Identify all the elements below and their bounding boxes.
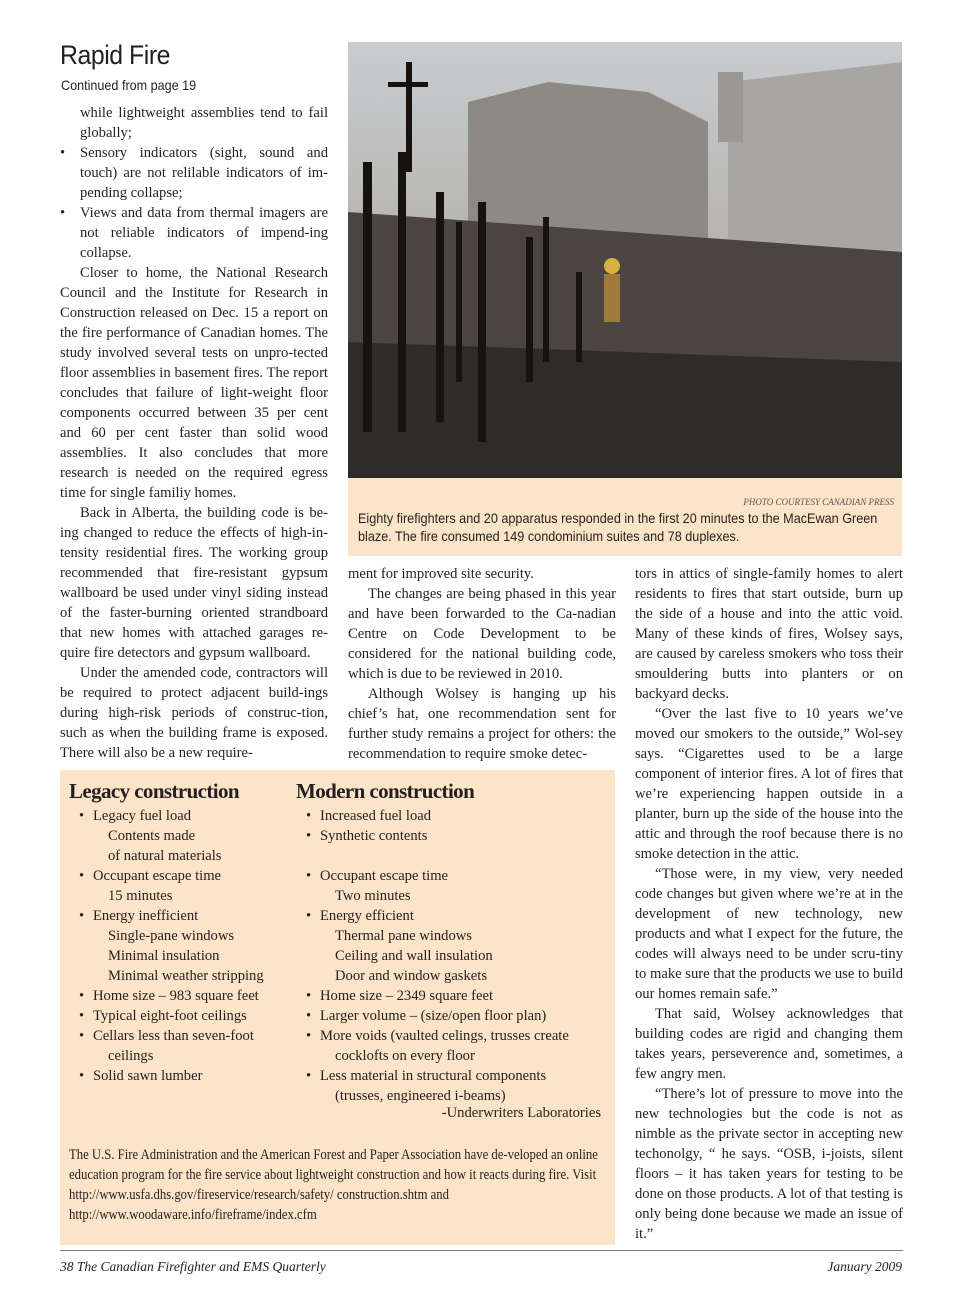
footer-divider bbox=[60, 1250, 903, 1251]
legacy-construction-list bbox=[69, 778, 289, 1086]
paragraph: Back in Alberta, the building code is be-ing changed to reduce the effects of high-in-tensity residential fires. The working group recommended that fire-resistant gypsum wallboard be used under vinyl siding instead of the faster-burning oriented strandboard that new homes with attached garages re-quire fire detectors and gypsum wallboard. bbox=[60, 505, 328, 661]
continued-from: Continued from page 19 bbox=[61, 77, 197, 93]
bullet-icon: • bbox=[79, 1008, 85, 1024]
list-item bbox=[69, 866, 289, 886]
bullet-icon: • bbox=[306, 828, 312, 844]
item-text: Typical eight-foot ceilings bbox=[93, 1008, 247, 1024]
paragraph: “There’s lot of pressure to move into the new technologies but the code is not as nimble as the private sector in accepting new techonolgy, “ he says. “OSB, i-joists, silent floors – it has taken years for testing to be done on those products. A lot of that testing is only being done because we made an issue of it.” bbox=[635, 1086, 903, 1242]
legacy-heading: Legacy construction bbox=[69, 779, 239, 803]
sub-item: 15 minutes bbox=[108, 888, 173, 904]
list-item bbox=[69, 986, 289, 1006]
source-credit: -Underwriters Laboratories bbox=[441, 1105, 601, 1121]
construction-comparison-sidebar bbox=[60, 770, 615, 1245]
sub-item: (trusses, engineered i-beams) bbox=[335, 1088, 506, 1104]
bullet-item bbox=[60, 203, 328, 263]
list-item bbox=[69, 1066, 289, 1086]
item-text: Home size – 983 square feet bbox=[93, 988, 259, 1004]
item-text: Occupant escape time bbox=[320, 868, 449, 884]
footer-date: January 2009 bbox=[827, 1259, 902, 1274]
photo-caption-box bbox=[348, 478, 902, 556]
item-text: Energy efficient bbox=[320, 908, 414, 924]
modern-construction-list bbox=[296, 778, 611, 1106]
left-column bbox=[60, 103, 328, 763]
modern-heading: Modern construction bbox=[296, 779, 475, 803]
list-item bbox=[296, 866, 611, 886]
bullet-icon: • bbox=[306, 1028, 312, 1044]
bullet-icon: • bbox=[79, 868, 85, 884]
bullet-icon: • bbox=[306, 988, 312, 1004]
item-text: Legacy fuel load bbox=[93, 808, 192, 824]
item-text: Increased fuel load bbox=[320, 808, 432, 824]
sub-item: Minimal insulation bbox=[108, 948, 220, 964]
item-text: Energy inefficient bbox=[93, 908, 199, 924]
photo-credit: PHOTO COURTESY CANADIAN PRESS bbox=[743, 497, 894, 507]
bullet-icon: • bbox=[79, 808, 85, 824]
middle-column bbox=[348, 564, 616, 764]
bullet-icon: • bbox=[306, 908, 312, 924]
bullet-icon: • bbox=[79, 1028, 85, 1044]
bullet-icon: • bbox=[79, 988, 85, 1004]
paragraph: tors in attics of single-family homes to alert residents to fires that start outside, burn up the side of a house and into the attic void. Many of these kinds of fires, Wolsey says, are caused by careless smokers who toss their smouldering butts into planters or on backyard decks. bbox=[635, 566, 903, 702]
sub-item: Thermal pane windows bbox=[335, 928, 472, 944]
paragraph: ment for improved site security. bbox=[348, 566, 534, 582]
sub-item: cocklofts on every floor bbox=[335, 1048, 475, 1064]
right-column bbox=[635, 564, 903, 1244]
paragraph: That said, Wolsey acknowledges that building codes are rigid and changing them takes years, perseverence and, sometimes, a few angry men. bbox=[635, 1006, 903, 1082]
item-text: Cellars less than seven-foot bbox=[93, 1028, 254, 1044]
bullet-item bbox=[60, 103, 328, 143]
article-title: Rapid Fire bbox=[60, 40, 170, 70]
paragraph: “Over the last five to 10 years we’ve moved our smokers to the outside,” Wol-sey says. “Cigarettes used to be a large component of interior fires. A lot of fires that we’re experiencing happen outside in a planter, burn up the side of the house into the attic and through the roof because there is no smoke detection in the attic. bbox=[635, 706, 903, 862]
bullet-icon: • bbox=[306, 868, 312, 884]
bullet-icon: • bbox=[79, 1068, 85, 1084]
item-text: Solid sawn lumber bbox=[93, 1068, 203, 1084]
bullet-text: Views and data from thermal imagers are not reliable indicators of impend-ing collapse. bbox=[80, 205, 328, 261]
bullet-text: Sensory indicators (sight, sound and touch) are not relilable indicators of im-pending collapse; bbox=[80, 145, 328, 201]
sub-item: Door and window gaskets bbox=[335, 968, 487, 984]
list-item bbox=[296, 826, 611, 846]
list-item bbox=[69, 1006, 289, 1026]
bullet-icon: • bbox=[306, 808, 312, 824]
list-item bbox=[296, 806, 611, 826]
sub-item: Two minutes bbox=[335, 888, 411, 904]
item-text: Synthetic contents bbox=[320, 828, 428, 844]
bullet-item bbox=[60, 143, 328, 203]
bullet-icon: • bbox=[60, 145, 66, 161]
bullet-icon: • bbox=[60, 205, 66, 221]
bullet-icon: • bbox=[79, 908, 85, 924]
list-item bbox=[296, 1006, 611, 1026]
bullet-list bbox=[60, 103, 328, 263]
paragraph: Closer to home, the National Research Council and the Institute for Research in Construction released on Dec. 15 a report on the fire performance of Canadian homes. The study involved several tests on unpro-tected floor assemblies in basement fires. The report concludes that failure of light-weight floor components occurred between 35 per cent and 60 per cent faster than solid wood assemblies. It also concludes that more research is needed on the required egress time for single familiy homes. bbox=[60, 265, 328, 501]
fire-scene-photo bbox=[348, 42, 902, 478]
list-item bbox=[296, 1066, 611, 1086]
spacer bbox=[296, 846, 611, 866]
sub-item: ceilings bbox=[108, 1048, 154, 1064]
item-text: More voids (vaulted celings, trusses create bbox=[320, 1028, 569, 1044]
bullet-icon: • bbox=[306, 1068, 312, 1084]
footer-publication: 38 The Canadian Firefighter and EMS Quarterly bbox=[60, 1259, 326, 1274]
paragraph: Although Wolsey is hanging up his chief’s hat, one recommendation sent for further study remains a project for others: the recommendation to require smoke detec- bbox=[348, 686, 616, 762]
list-item bbox=[69, 906, 289, 926]
list-item bbox=[296, 906, 611, 926]
sub-item: Ceiling and wall insulation bbox=[335, 948, 493, 964]
list-item bbox=[296, 1026, 611, 1046]
item-text: Larger volume – (size/open floor plan) bbox=[320, 1008, 547, 1024]
sub-item: Minimal weather stripping bbox=[108, 968, 264, 984]
sub-item: Single-pane windows bbox=[108, 928, 235, 944]
paragraph: “Those were, in my view, very needed code changes but given where we’re at in the development of new technology, new products and what I expect for the future, the codes will always need to be under scru-tiny to make sure that the products we use to build our homes remain safe.” bbox=[635, 866, 903, 1002]
list-item bbox=[69, 1026, 289, 1046]
photo-caption: Eighty firefighters and 20 apparatus responded in the first 20 minutes to the MacEwan Green blaze. The fire consumed 149 condominium suites and 78 duplexes. bbox=[358, 511, 878, 544]
item-text: Occupant escape time bbox=[93, 868, 222, 884]
item-text: Less material in structural components bbox=[320, 1068, 547, 1084]
sub-item: Contents made bbox=[108, 828, 196, 844]
list-item bbox=[69, 806, 289, 826]
item-text: Home size – 2349 square feet bbox=[320, 988, 494, 1004]
bullet-text: while lightweight assemblies tend to fail globally; bbox=[80, 105, 328, 141]
paragraph: The changes are being phased in this year and have been forwarded to the Ca-nadian Centre on Code Development to be considered for the national building code, which is due to be reviewed in 2010. bbox=[348, 586, 616, 682]
education-program-note: The U.S. Fire Administration and the American Forest and Paper Association have de-veloped an online education program for the fire service about lightweight construction and how it reacts during fire. Visit http://www.usfa.dhs.gov/fireservice/research/safety/ construction.shtm and http://www.woodaware.info/fireframe/index.cfm bbox=[69, 1147, 598, 1223]
list-item bbox=[296, 986, 611, 1006]
bullet-icon: • bbox=[306, 1008, 312, 1024]
paragraph: Under the amended code, contractors will be required to protect adjacent build-ings during high-risk periods of construc-tion, such as when the building frame is exposed. There will also be a new require- bbox=[60, 665, 328, 761]
sub-item: of natural materials bbox=[108, 848, 222, 864]
